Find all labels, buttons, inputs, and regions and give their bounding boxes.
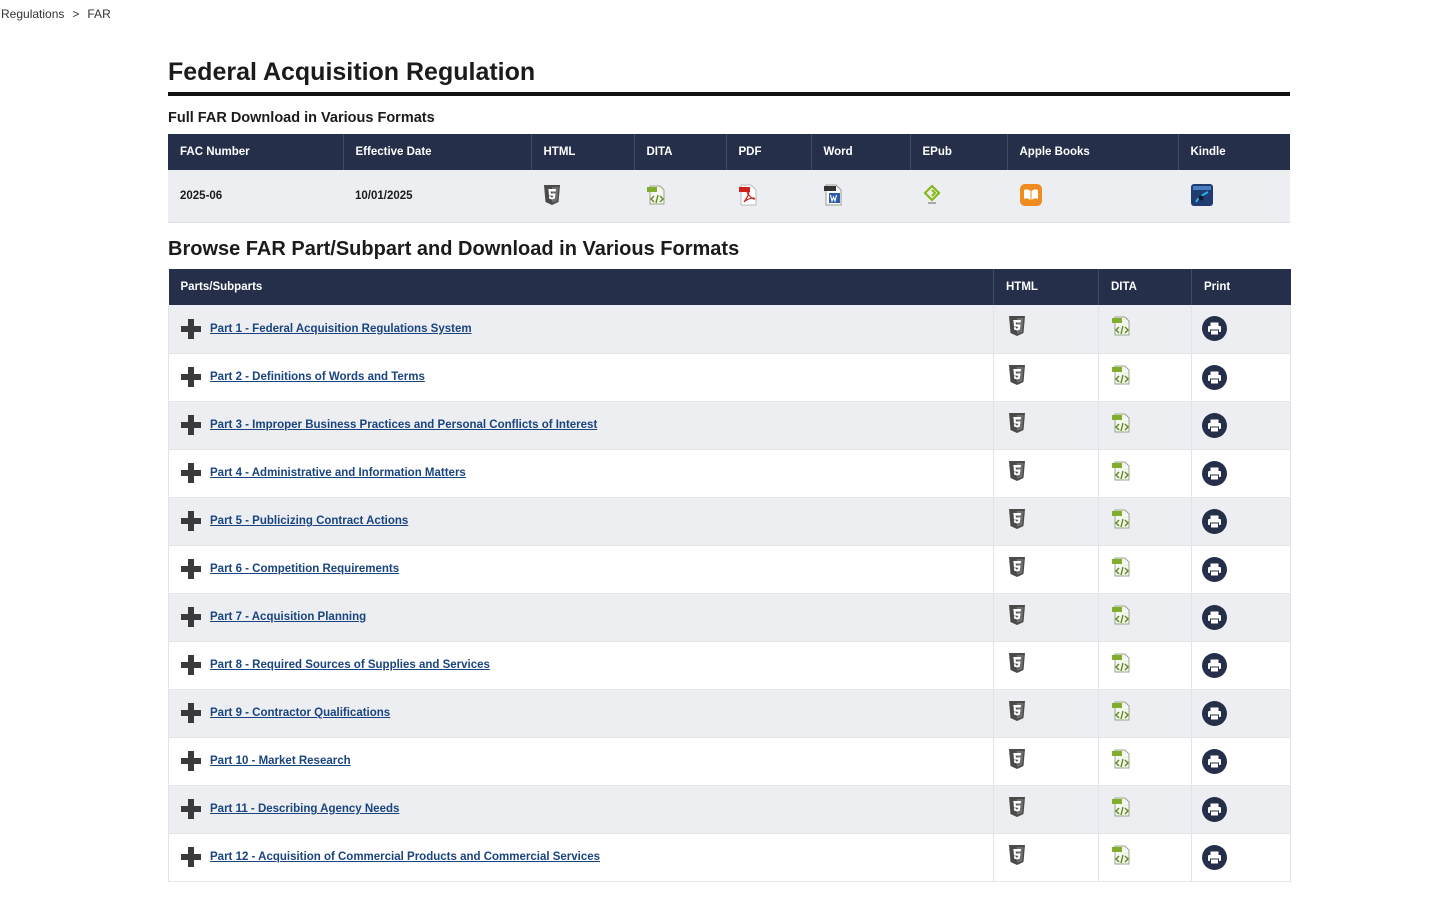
print-icon[interactable] — [1202, 509, 1227, 534]
part-print-cell — [1192, 401, 1291, 449]
html5-icon[interactable] — [1008, 844, 1026, 871]
part-dita-cell — [1099, 353, 1192, 401]
part-title-cell — [169, 689, 994, 737]
col-word: Word — [811, 134, 910, 170]
col-parts-dita: DITA — [1099, 269, 1192, 305]
part-dita-cell — [1099, 305, 1192, 353]
part-html-cell — [994, 353, 1099, 401]
part-html-cell — [994, 305, 1099, 353]
full-download-heading: Full FAR Download in Various Formats — [168, 110, 435, 126]
html5-icon[interactable] — [1008, 460, 1026, 487]
part-html-cell — [994, 641, 1099, 689]
table-row — [169, 401, 1291, 449]
html5-icon[interactable] — [1008, 364, 1026, 391]
main-content — [168, 56, 1290, 882]
effective-date: 10/01/2025 — [343, 170, 531, 223]
part-title-cell — [169, 737, 994, 785]
part-dita-cell — [1099, 545, 1192, 593]
part-title-cell — [169, 545, 994, 593]
full-download-row — [168, 170, 1290, 223]
print-icon[interactable] — [1202, 749, 1227, 774]
full-download-header-row — [168, 134, 1290, 170]
expand-plus-icon[interactable] — [181, 799, 201, 819]
dita-icon[interactable] — [646, 184, 668, 209]
breadcrumb-separator: > — [72, 7, 80, 21]
print-icon[interactable] — [1202, 557, 1227, 582]
part-link[interactable]: Part 10 - Market Research — [210, 755, 351, 767]
download-kindle-cell — [1178, 170, 1290, 223]
print-icon[interactable] — [1202, 365, 1227, 390]
part-html-cell — [994, 545, 1099, 593]
col-parts-subparts: Parts/Subparts — [169, 269, 994, 305]
part-print-cell — [1192, 305, 1291, 353]
breadcrumb-regulations-link[interactable]: Regulations — [1, 7, 65, 21]
expand-plus-icon[interactable] — [181, 847, 201, 867]
dita-icon[interactable] — [1111, 844, 1133, 871]
part-title-cell — [169, 449, 994, 497]
download-dita-cell — [634, 170, 726, 223]
dita-icon[interactable] — [1111, 700, 1133, 727]
html5-icon[interactable] — [1008, 412, 1026, 439]
part-dita-cell — [1099, 641, 1192, 689]
print-icon[interactable] — [1202, 413, 1227, 438]
expand-plus-icon[interactable] — [181, 367, 201, 387]
part-dita-cell — [1099, 737, 1192, 785]
parts-header-row — [169, 269, 1291, 305]
expand-plus-icon[interactable] — [181, 319, 201, 339]
breadcrumb — [1, 7, 111, 21]
part-title-cell — [169, 593, 994, 641]
table-row — [169, 545, 1291, 593]
html5-icon[interactable] — [1008, 556, 1026, 583]
expand-plus-icon[interactable] — [181, 751, 201, 771]
dita-icon[interactable] — [1111, 508, 1133, 535]
part-print-cell — [1192, 689, 1291, 737]
part-print-cell — [1192, 737, 1291, 785]
part-dita-cell — [1099, 449, 1192, 497]
part-link[interactable]: Part 8 - Required Sources of Supplies and Services — [210, 659, 490, 671]
part-link[interactable]: Part 11 - Describing Agency Needs — [210, 803, 400, 815]
part-html-cell — [994, 689, 1099, 737]
expand-plus-icon[interactable] — [181, 511, 201, 531]
part-print-cell — [1192, 497, 1291, 545]
download-epub-cell — [910, 170, 1007, 223]
table-row — [169, 689, 1291, 737]
dita-icon[interactable] — [1111, 460, 1133, 487]
print-icon[interactable] — [1202, 701, 1227, 726]
part-print-cell — [1192, 353, 1291, 401]
part-dita-cell — [1099, 497, 1192, 545]
dita-icon[interactable] — [1111, 652, 1133, 679]
col-dita: DITA — [634, 134, 726, 170]
expand-plus-icon[interactable] — [181, 703, 201, 723]
print-icon[interactable] — [1202, 797, 1227, 822]
table-row — [169, 641, 1291, 689]
expand-plus-icon[interactable] — [181, 655, 201, 675]
download-apple-books-cell — [1007, 170, 1178, 223]
browse-heading: Browse FAR Part/Subpart and Download in Various Formats — [168, 238, 740, 260]
part-html-cell — [994, 833, 1099, 881]
table-row — [169, 593, 1291, 641]
expand-plus-icon[interactable] — [181, 559, 201, 579]
html5-icon[interactable] — [1008, 604, 1026, 631]
parts-table — [168, 269, 1291, 882]
col-fac-number: FAC Number — [168, 134, 343, 170]
part-print-cell — [1192, 641, 1291, 689]
col-apple-books: Apple Books — [1007, 134, 1178, 170]
dita-icon[interactable] — [1111, 796, 1133, 823]
fac-number: 2025-06 — [168, 170, 343, 223]
part-html-cell — [994, 449, 1099, 497]
kindle-icon[interactable] — [1190, 183, 1214, 210]
part-link[interactable]: Part 6 - Competition Requirements — [210, 563, 400, 575]
part-dita-cell — [1099, 689, 1192, 737]
table-row — [169, 305, 1291, 353]
part-link[interactable]: Part 3 - Improper Business Practices and Personal Conflicts of Interest — [210, 419, 598, 431]
table-row — [169, 737, 1291, 785]
part-print-cell — [1192, 545, 1291, 593]
part-html-cell — [994, 593, 1099, 641]
html5-icon[interactable] — [1008, 315, 1026, 342]
col-parts-html: HTML — [994, 269, 1099, 305]
table-row — [169, 497, 1291, 545]
part-link[interactable]: Part 2 - Definitions of Words and Terms — [210, 371, 425, 383]
part-link[interactable]: Part 5 - Publicizing Contract Actions — [210, 515, 409, 527]
html5-icon[interactable] — [1008, 748, 1026, 775]
col-parts-print: Print — [1192, 269, 1291, 305]
html5-icon[interactable] — [543, 184, 561, 209]
table-row — [169, 833, 1291, 881]
part-link[interactable]: Part 9 - Contractor Qualifications — [210, 707, 391, 719]
part-print-cell — [1192, 449, 1291, 497]
part-dita-cell — [1099, 785, 1192, 833]
part-title-cell — [169, 497, 994, 545]
print-icon[interactable] — [1202, 461, 1227, 486]
html5-icon[interactable] — [1008, 796, 1026, 823]
dita-icon[interactable] — [1111, 364, 1133, 391]
download-html-cell — [531, 170, 634, 223]
table-row — [169, 785, 1291, 833]
part-html-cell — [994, 737, 1099, 785]
print-icon[interactable] — [1202, 605, 1227, 630]
table-row — [169, 353, 1291, 401]
part-title-cell — [169, 353, 994, 401]
word-icon[interactable] — [823, 184, 843, 209]
part-title-cell — [169, 305, 994, 353]
expand-plus-icon[interactable] — [181, 607, 201, 627]
dita-icon[interactable] — [1111, 315, 1133, 342]
page-title: Federal Acquisition Regulation — [168, 56, 1290, 96]
part-html-cell — [994, 785, 1099, 833]
part-html-cell — [994, 401, 1099, 449]
print-icon[interactable] — [1202, 653, 1227, 678]
part-link[interactable]: Part 4 - Administrative and Information Matters — [210, 467, 466, 479]
dita-icon[interactable] — [1111, 412, 1133, 439]
part-link[interactable]: Part 1 - Federal Acquisition Regulations System — [210, 322, 472, 335]
part-title-cell — [169, 833, 994, 881]
col-html: HTML — [531, 134, 634, 170]
table-row — [169, 449, 1291, 497]
html5-icon[interactable] — [1008, 508, 1026, 535]
part-print-cell — [1192, 785, 1291, 833]
dita-icon[interactable] — [1111, 748, 1133, 775]
part-dita-cell — [1099, 401, 1192, 449]
print-icon[interactable] — [1202, 316, 1227, 341]
dita-icon[interactable] — [1111, 604, 1133, 631]
download-word-cell — [811, 170, 910, 223]
part-title-cell — [169, 401, 994, 449]
epub-icon[interactable] — [922, 184, 942, 209]
col-epub: EPub — [910, 134, 1007, 170]
part-title-cell — [169, 785, 994, 833]
html5-icon[interactable] — [1008, 652, 1026, 679]
pdf-icon[interactable] — [738, 184, 758, 209]
part-print-cell — [1192, 593, 1291, 641]
col-kindle: Kindle — [1178, 134, 1290, 170]
part-link[interactable]: Part 12 - Acquisition of Commercial Products and Commercial Services — [210, 851, 601, 863]
part-link[interactable]: Part 7 - Acquisition Planning — [210, 611, 367, 623]
expand-plus-icon[interactable] — [181, 415, 201, 435]
full-download-table — [168, 134, 1290, 223]
html5-icon[interactable] — [1008, 700, 1026, 727]
print-icon[interactable] — [1202, 845, 1227, 870]
col-effective-date: Effective Date — [343, 134, 531, 170]
part-title-cell — [169, 641, 994, 689]
part-dita-cell — [1099, 593, 1192, 641]
download-pdf-cell — [726, 170, 811, 223]
expand-plus-icon[interactable] — [181, 463, 201, 483]
apple-books-icon[interactable] — [1019, 183, 1043, 210]
col-pdf: PDF — [726, 134, 811, 170]
part-print-cell — [1192, 833, 1291, 881]
part-html-cell — [994, 497, 1099, 545]
breadcrumb-current: FAR — [87, 7, 111, 21]
dita-icon[interactable] — [1111, 556, 1133, 583]
part-dita-cell — [1099, 833, 1192, 881]
